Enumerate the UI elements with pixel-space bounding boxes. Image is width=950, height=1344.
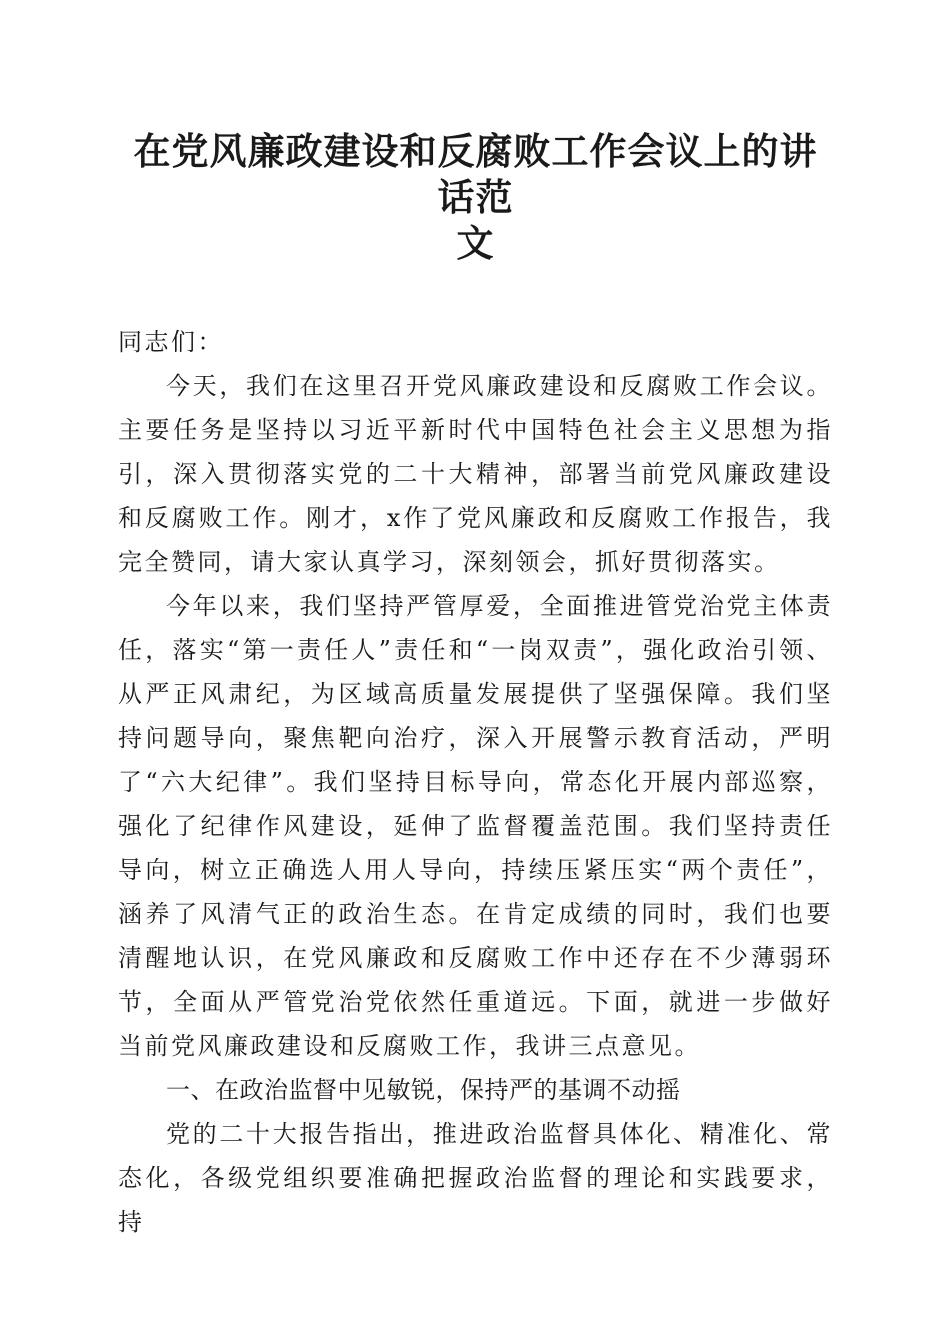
paragraph-opening: 今天，我们在这里召开党风廉政建设和反腐败工作会议。主要任务是坚持以习近平新时代中国特色社会主义思想为指引，深入贯彻落实党的二十大精神，部署当前党风廉政建设和反腐败工作。刚才，x作了党风廉政和反腐败工作报告，我完全赞同，请大家认真学习，深刻领会，抓好贯彻落实。 [118,372,833,576]
document-page [118,128,833,1244]
salutation: 同志们： [118,328,224,356]
document-title [118,128,833,266]
title-line-1: 在党风廉政建设和反腐败工作会议上的讲话范 [133,129,818,219]
paragraph-section-1: 党的二十大报告指出，推进政治监督具体化、精准化、常态化，各级党组织要准确把握政治监督的理论和实践要求，持 [118,1120,833,1236]
section-heading-1: 一、在政治监督中见敏锐，保持严的基调不动摇 [166,1076,681,1104]
title-line-2: 文 [456,221,495,265]
paragraph-achievements: 今年以来，我们坚持严管厚爱，全面推进管党治党主体责任，落实“第一责任人”责任和“一岗双责”，强化政治引领、从严正风肃纪，为区域高质量发展提供了坚强保障。我们坚持问题导向，聚焦靶向治疗，深入开展警示教育活动，严明了“六大纪律”。我们坚持目标导向，常态化开展内部巡察，强化了纪律作风建设，延伸了监督覆盖范围。我们坚持责任导向，树立正确选人用人导向，持续压紧压实“两个责任”，涵养了风清气正的政治生态。在肯定成绩的同时，我们也要清醒地认识，在党风廉政和反腐败工作中还存在不少薄弱环节，全面从严管党治党依然任重道远。下面，就进一步做好当前党风廉政建设和反腐败工作，我讲三点意见。 [118,592,833,1060]
